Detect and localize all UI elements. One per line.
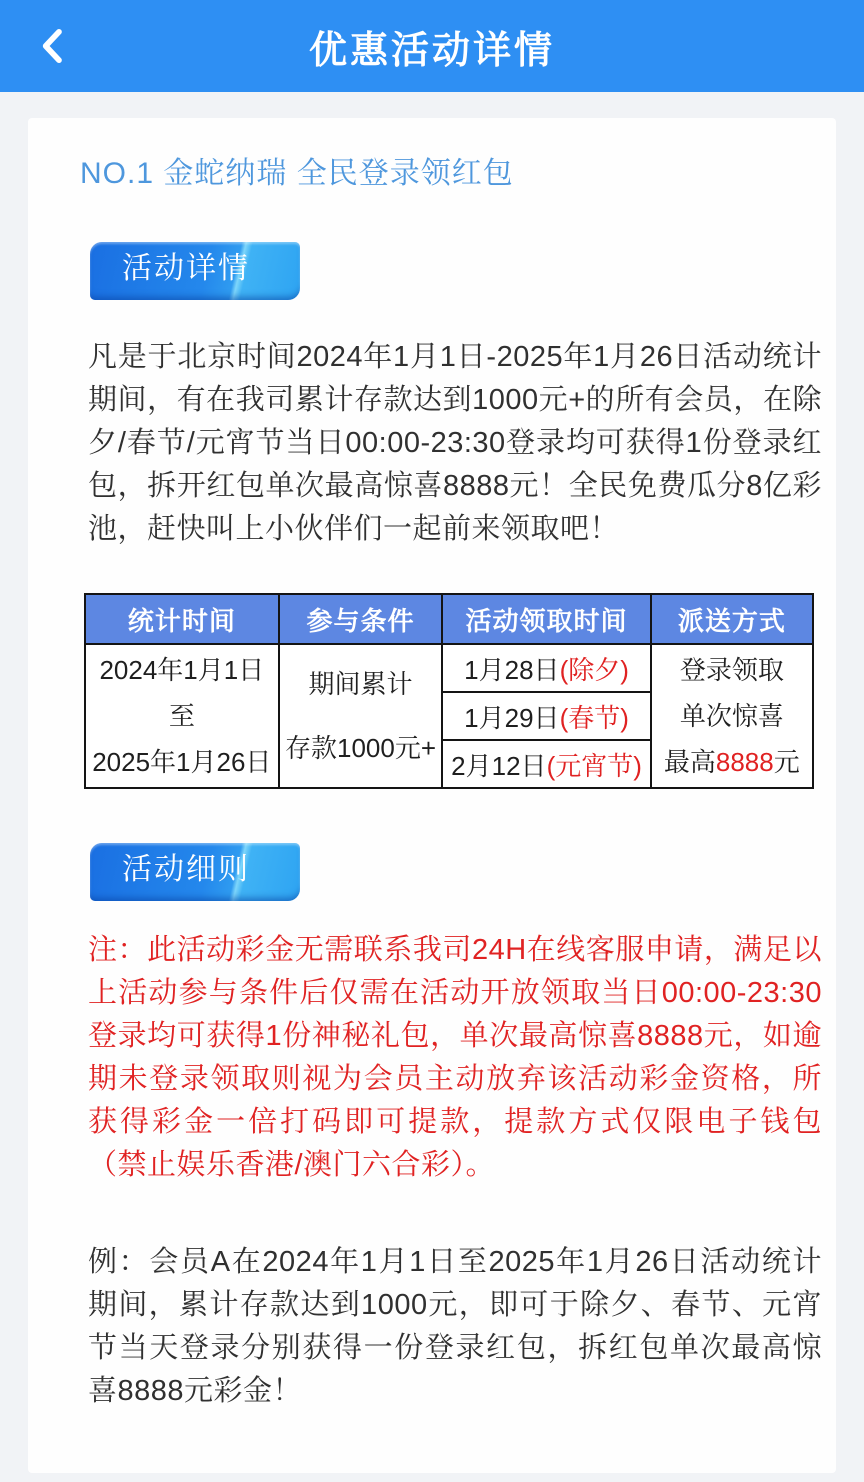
example-text: 例：会员A在2024年1月1日至2025年1月26日活动统计期间，累计存款达到1000元，即可于除夕、春节、元宵节当天登录分别获得一份登录红包，拆红包单次最高惊喜8888元彩金！ (88, 1246, 822, 1407)
activity-details-badge: 活动详情 (90, 242, 300, 300)
page-title: 优惠活动详情 (308, 29, 555, 72)
activity-table (84, 593, 814, 789)
claim-date: 2月12日 (451, 750, 547, 781)
stat-time-line: 至 (168, 701, 195, 731)
claim-holiday: (元宵节) (546, 750, 642, 781)
app-bar (0, 0, 864, 92)
activity-rules-badge: 活动细则 (90, 843, 300, 901)
delivery-line: 登录领取 (679, 655, 784, 685)
delivery-line: 单次惊喜 (679, 701, 784, 731)
claim-date: 1月29日 (464, 702, 560, 733)
rules-note: 注：此活动彩金无需联系我司24H在线客服申请，满足以上活动参与条件后仅需在活动开放领取当日00:00-23:30登录均可获得1份神秘礼包，单次最高惊喜8888元，如逾期未登录领取则视为会员主动放弃该活动彩金资格，所获得彩金一倍打码即可提款，提款方式仅限电子钱包（禁止娱乐香港/澳门六合彩）。 (88, 934, 822, 1181)
claim-time-cell (442, 644, 650, 692)
col-header-condition: 参与条件 (279, 594, 443, 644)
activity-description: 凡是于北京时间2024年1月1日-2025年1月26日活动统计期间，有在我司累计存款达到1000元+的所有会员，在除夕/春节/元宵节当日00:00-23:30登录均可获得1份登录红包，拆开红包单次最高惊喜8888元！全民免费瓜分8亿彩池，赶快叫上小伙伴们一起前来领取吧！ (88, 341, 822, 545)
claim-holiday: (春节) (559, 702, 629, 733)
claim-date: 1月28日 (464, 654, 560, 685)
chevron-left-icon (34, 24, 74, 68)
stat-time-line: 2024年1月1日 (99, 655, 265, 685)
delivery-cell (651, 644, 813, 788)
condition-line: 存款1000元+ (285, 733, 437, 763)
stat-time-cell (85, 644, 279, 788)
condition-line: 期间累计 (308, 669, 413, 699)
col-header-delivery: 派送方式 (651, 594, 813, 644)
claim-time-cell (442, 692, 650, 740)
claim-holiday: (除夕) (559, 654, 629, 685)
back-button[interactable] (30, 22, 78, 70)
table-row (85, 644, 813, 692)
stat-time-line: 2025年1月26日 (92, 747, 272, 777)
condition-cell (279, 644, 443, 788)
claim-time-cell (442, 740, 650, 788)
promo-number-title: NO.1 金蛇纳瑞 全民登录领红包 (80, 157, 514, 190)
delivery-line: 最高8888元 (663, 747, 800, 777)
promo-card (28, 118, 836, 1473)
col-header-claim-time: 活动领取时间 (442, 594, 650, 644)
col-header-stat-time: 统计时间 (85, 594, 279, 644)
table-header-row (85, 594, 813, 644)
